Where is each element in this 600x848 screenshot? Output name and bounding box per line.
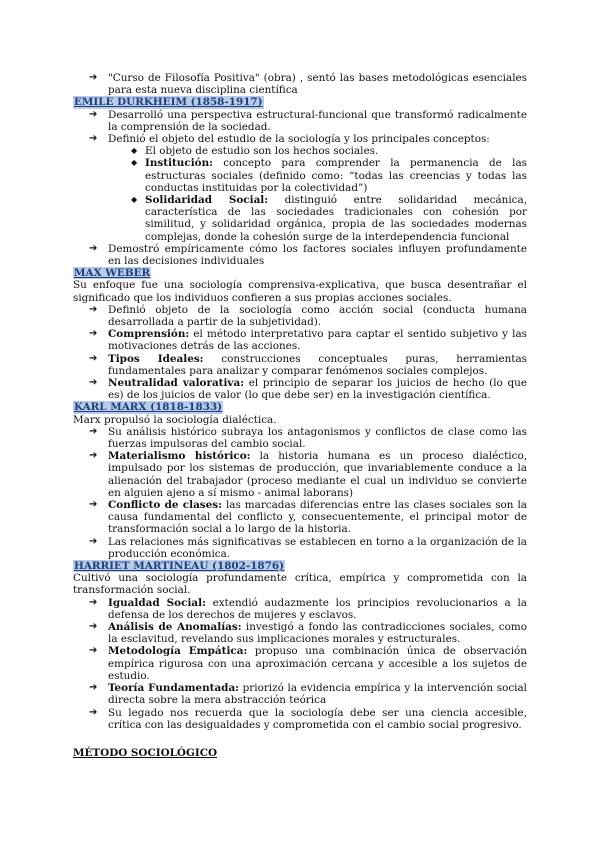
sub-list-item-text: El objeto de estudio son los hechos sociales. [145, 145, 379, 158]
list-item [73, 304, 527, 328]
arrow-bullet-icon: ➔ [89, 535, 98, 547]
document-content [73, 72, 527, 759]
diamond-bullet-icon: ◆ [131, 146, 138, 156]
term-description: el principio de separar los juicios de hecho (lo que es) de los juicios de valor (lo que debe ser) en la investigación científica. [108, 377, 527, 402]
term-label: Metodología Empática: [108, 645, 248, 658]
sub-list-item [73, 157, 527, 194]
arrow-bullet-icon: ➔ [89, 682, 98, 694]
list-item [73, 450, 527, 499]
list-item-text: Demostró empíricamente cómo los factores sociales influyen profundamente en las decisiones individuales [108, 242, 527, 268]
arrow-bullet-icon: ➔ [89, 645, 98, 657]
arrow-bullet-icon: ➔ [89, 352, 98, 364]
list-item [73, 72, 527, 96]
term-label: Igualdad Social: [108, 596, 206, 609]
list-item-text: Definió el objeto del estudio de la sociología y los principales conceptos: [108, 133, 490, 145]
section-intro: Su enfoque fue una sociología comprensiva-explicativa, que busca desentrañar el significado que los individuos confieren a sus propias acciones sociales. [73, 279, 527, 304]
term-label: Tipos Ideales: [108, 352, 204, 365]
list-item [73, 645, 527, 682]
term-description: la historia humana es un proceso dialéctico, impulsado por los sistemas de producción, que invariablemente conduce a la alienación del trabajador (proceso mediante el cual un individuo se convierte en alguien ajeno a sí mismo - animal laborans) [108, 450, 528, 499]
term-label: Análisis de Anomalías: [108, 621, 242, 634]
term-description: construcciones conceptuales puras, herramientas fundamentales para analizar y comparar fenómenos sociales complejos. [108, 352, 528, 377]
list-item [73, 426, 527, 450]
term-description: investigó a fondo las contradicciones sociales, como la esclavitud, revelando sus implicaciones morales y estructurales. [108, 621, 527, 646]
list-item-text: "Curso de Filosofía Positiva" (obra) , sentó las bases metodológicas esenciales para esta nueva disciplina científica [108, 72, 527, 97]
list-item-text: Definió objeto de la sociología como acción social (conducta humana desarrollada a partir de la subjetividad). [108, 303, 527, 329]
term-label: Conflicto de clases: [108, 499, 222, 512]
arrow-bullet-icon: ➔ [89, 242, 98, 254]
term-label: Materialismo histórico: [108, 450, 251, 463]
term-description: priorizó la evidencia empírica y la intervención social directa sobre la mera abstracción teórica [108, 682, 527, 707]
list-item [73, 109, 527, 133]
term-label: Neutralidad valorativa: [108, 377, 245, 390]
diamond-bullet-icon: ◆ [131, 195, 138, 205]
list-item [73, 133, 527, 145]
section-heading-weber: MAX WEBER [74, 267, 151, 280]
term-label: Comprensión: [108, 328, 190, 341]
list-item [73, 328, 527, 352]
section-title-metodo: MÉTODO SOCIOLÓGICO [73, 746, 218, 759]
section-intro: Marx propulsó la sociología dialéctica. [73, 413, 277, 426]
term-description: concepto para comprender la permanencia de las estructuras sociales (definido como: “todas las creencias y todas las conductas instituidas por la colectividad”) [145, 157, 527, 194]
section-heading-marx: KARL MARX (1818-1833) [74, 401, 223, 414]
term-description: distinguió entre solidaridad mecánica, característica de las sociedades tradicionales con cohesión por similitud, y solidaridad orgánica, propia de las sociedades modernas complejas, donde la cohesión surge de la interdependencia funcional [145, 194, 527, 243]
sub-list-item [73, 194, 527, 243]
arrow-bullet-icon: ➔ [89, 133, 98, 144]
arrow-bullet-icon: ➔ [89, 499, 98, 511]
arrow-bullet-icon: ➔ [89, 328, 98, 340]
arrow-bullet-icon: ➔ [89, 108, 98, 120]
arrow-bullet-icon: ➔ [89, 72, 98, 83]
list-item-text: Su legado nos recuerda que la sociología debe ser una ciencia accesible, crítica con las desigualdades y comprometida con el cambio social progresivo. [108, 706, 527, 731]
arrow-bullet-icon: ➔ [89, 621, 98, 633]
arrow-bullet-icon: ➔ [89, 596, 98, 608]
arrow-bullet-icon: ➔ [89, 450, 98, 462]
list-item-text: Su análisis histórico subraya los antagonismos y conflictos de clase como las fuerzas impulsoras del cambio social. [108, 425, 527, 451]
list-item [73, 243, 527, 267]
list-item-text: Desarrolló una perspectiva estructural-funcional que transformó radicalmente la comprensión de la sociedad. [108, 108, 527, 133]
list-item [73, 621, 527, 645]
section-intro: Cultivó una sociología profundamente crítica, empírica y comprometida con la transformación social. [73, 572, 527, 597]
section-heading-durkheim: EMILE DURKHEIM (1858-1917) [74, 96, 263, 109]
list-item [73, 353, 527, 377]
term-description: propuso una combinación única de observación empírica rigurosa con una aproximación cercana y accesible a los sujetos de estudio. [108, 645, 527, 682]
list-item [73, 682, 527, 706]
arrow-bullet-icon: ➔ [89, 377, 98, 389]
arrow-bullet-icon: ➔ [89, 425, 98, 437]
list-item-text: Las relaciones más significativas se establecen en torno a la organización de la producción económica. [108, 535, 527, 560]
term-label: Institución: [145, 157, 213, 170]
list-item [73, 536, 527, 560]
arrow-bullet-icon: ➔ [89, 706, 98, 718]
term-description: extendió audazmente los principios revolucionarios a la defensa de los derechos de mujeres y esclavos. [108, 596, 527, 621]
diamond-bullet-icon: ◆ [131, 158, 138, 168]
section-heading-martineau: HARRIET MARTINEAU (1802-1876) [74, 560, 285, 573]
term-label: Solidaridad Social: [145, 194, 269, 207]
term-label: Teoría Fundamentada: [108, 682, 240, 695]
arrow-bullet-icon: ➔ [89, 303, 98, 315]
list-item [73, 597, 527, 621]
term-description: el método interpretativo para captar el sentido subjetivo y las motivaciones detrás de las acciones. [108, 328, 527, 353]
list-item [73, 377, 527, 401]
sub-list-item [73, 145, 527, 157]
list-item [73, 707, 527, 731]
list-item [73, 499, 527, 536]
term-description: las marcadas diferencias entre las clases sociales son la causa fundamental del conflicto y, consecuentemente, el principal motor de transformación social a lo largo de la historia. [108, 499, 527, 536]
